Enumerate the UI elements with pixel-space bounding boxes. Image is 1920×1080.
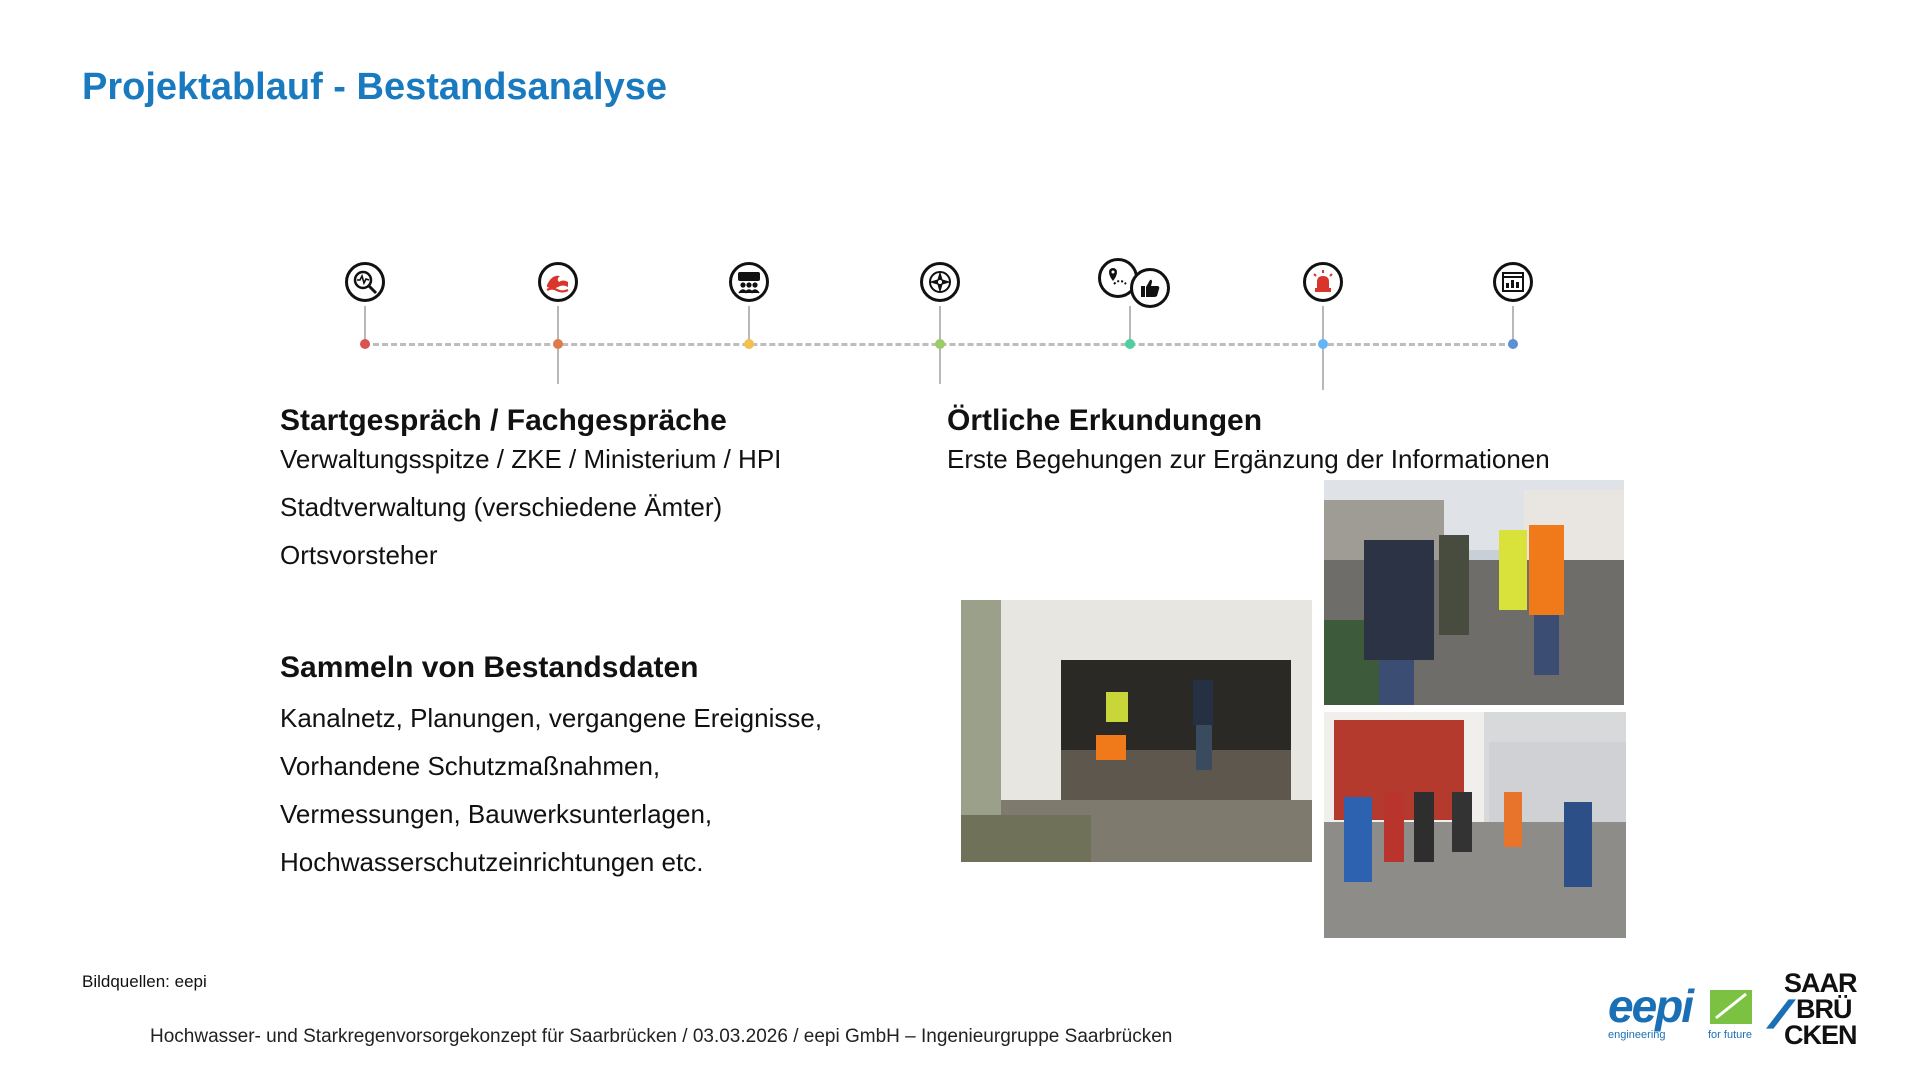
timeline-dot bbox=[1318, 339, 1328, 349]
section-line: Hochwasserschutzeinrichtungen etc. bbox=[280, 847, 704, 877]
timeline-stem bbox=[1129, 306, 1131, 343]
timeline-dot bbox=[744, 339, 754, 349]
timeline-dot bbox=[1508, 339, 1518, 349]
section-subline: Erste Begehungen zur Ergänzung der Informationen bbox=[947, 444, 1550, 474]
timeline-dot bbox=[553, 339, 563, 349]
timeline-dot bbox=[935, 339, 945, 349]
svg-text:eepi: eepi bbox=[1608, 980, 1693, 1032]
page-title: Projektablauf - Bestandsanalyse bbox=[82, 66, 667, 108]
timeline-dot bbox=[1125, 339, 1135, 349]
alarm-siren-icon bbox=[1303, 262, 1343, 302]
section-heading-erkundungen: Örtliche Erkundungen bbox=[947, 404, 1263, 437]
section-line: Vorhandene Schutzmaßnahmen, bbox=[280, 751, 661, 781]
timeline-stem bbox=[1512, 306, 1514, 343]
timeline-stem bbox=[364, 306, 366, 343]
group-meeting-icon bbox=[729, 262, 769, 302]
section-heading-startgespraech: Startgespräch / Fachgespräche bbox=[280, 404, 727, 437]
timeline-dot bbox=[360, 339, 370, 349]
photo-street-group bbox=[1324, 480, 1624, 705]
section-heading-bestandsdaten: Sammeln von Bestandsdaten bbox=[280, 651, 699, 684]
timeline bbox=[0, 0, 1920, 420]
eepi-logo bbox=[1606, 980, 1756, 1042]
saarbruecken-logo: SAAR BRÜ CKEN bbox=[1774, 970, 1854, 1048]
thumbs-up-icon bbox=[1130, 268, 1170, 308]
timeline-stem bbox=[748, 306, 750, 343]
section-line: Verwaltungsspitze / ZKE / Ministerium / HPI bbox=[280, 444, 782, 474]
photo-fire-station-group bbox=[1324, 712, 1626, 938]
image-credit: Bildquellen: eepi bbox=[82, 972, 207, 991]
flood-wave-icon bbox=[538, 262, 578, 302]
search-analysis-icon bbox=[345, 262, 385, 302]
section-line: Stadtverwaltung (verschiedene Ämter) bbox=[280, 492, 723, 522]
section-line: Ortsvorsteher bbox=[280, 540, 438, 570]
photo-garage-inspection bbox=[961, 600, 1312, 862]
report-chart-icon bbox=[1493, 262, 1533, 302]
svg-text:for future: for future bbox=[1708, 1029, 1753, 1041]
footer-text: Hochwasser- und Starkregenvorsorgekonzept für Saarbrücken / 03.03.2026 / eepi GmbH – Ingenieurgruppe Saarbrücken bbox=[150, 1026, 1173, 1047]
compass-star-icon bbox=[920, 262, 960, 302]
svg-text:engineering: engineering bbox=[1608, 1029, 1666, 1041]
section-line: Kanalnetz, Planungen, vergangene Ereignisse, bbox=[280, 703, 823, 733]
section-line: Vermessungen, Bauwerksunterlagen, bbox=[280, 799, 713, 829]
